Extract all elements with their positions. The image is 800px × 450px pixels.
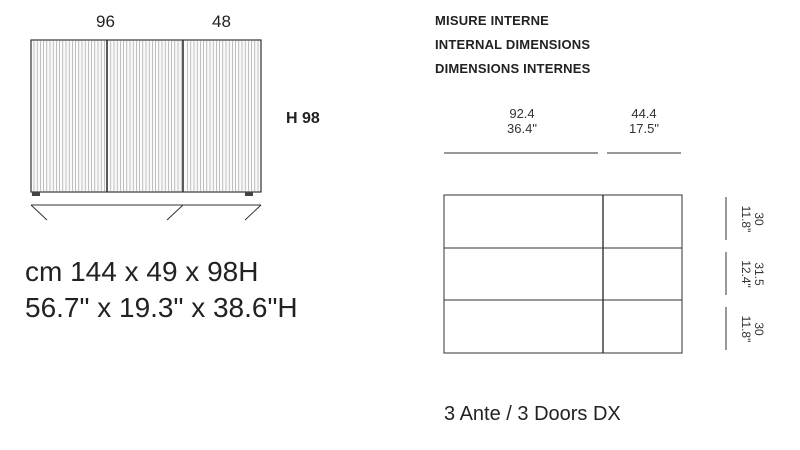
internal-height-row-2-cm: 31.5 [752, 262, 766, 286]
heading-en: INTERNAL DIMENSIONS [435, 37, 591, 52]
heading-fr: DIMENSIONS INTERNES [435, 61, 591, 76]
internal-headings [435, 9, 590, 81]
internal-height-row-1-in: 11.8" [739, 205, 753, 233]
internal-height-row-2-in: 12.4" [739, 260, 753, 288]
base-leg-left [31, 205, 47, 220]
internal-height-row-3-cm: 30 [752, 322, 766, 336]
internal-height-row-2 [735, 254, 765, 294]
overall-dimensions-inches: 56.7" x 19.3" x 38.6"H [25, 292, 298, 323]
internal-grid [444, 195, 682, 353]
internal-width-small-cm: 44.4 [631, 106, 657, 121]
internal-width-large-cm: 92.4 [509, 106, 535, 121]
base-leg-middle [167, 205, 183, 220]
overall-dimensions-cm: cm 144 x 49 x 98H [25, 256, 259, 287]
model-caption: 3 Ante / 3 Doors DX [444, 403, 621, 425]
front-height: H 98 [286, 110, 320, 127]
internal-width-large-in: 36.4" [507, 121, 537, 136]
internal-height-row-3-in: 11.8" [739, 315, 753, 343]
front-width-left: 96 [96, 12, 115, 31]
internal-width-large [484, 106, 560, 136]
internal-width-small-in: 17.5" [629, 121, 659, 136]
front-width-right: 48 [212, 12, 231, 31]
base-leg-right [245, 205, 261, 220]
cabinet-foot-right [245, 192, 253, 196]
heading-it: MISURE INTERNE [435, 13, 550, 28]
internal-width-small [606, 106, 682, 136]
internal-height-row-1-cm: 30 [752, 212, 766, 226]
internal-height-row-3 [735, 309, 765, 349]
cabinet-foot-left [32, 192, 40, 196]
internal-height-row-1 [735, 199, 765, 239]
